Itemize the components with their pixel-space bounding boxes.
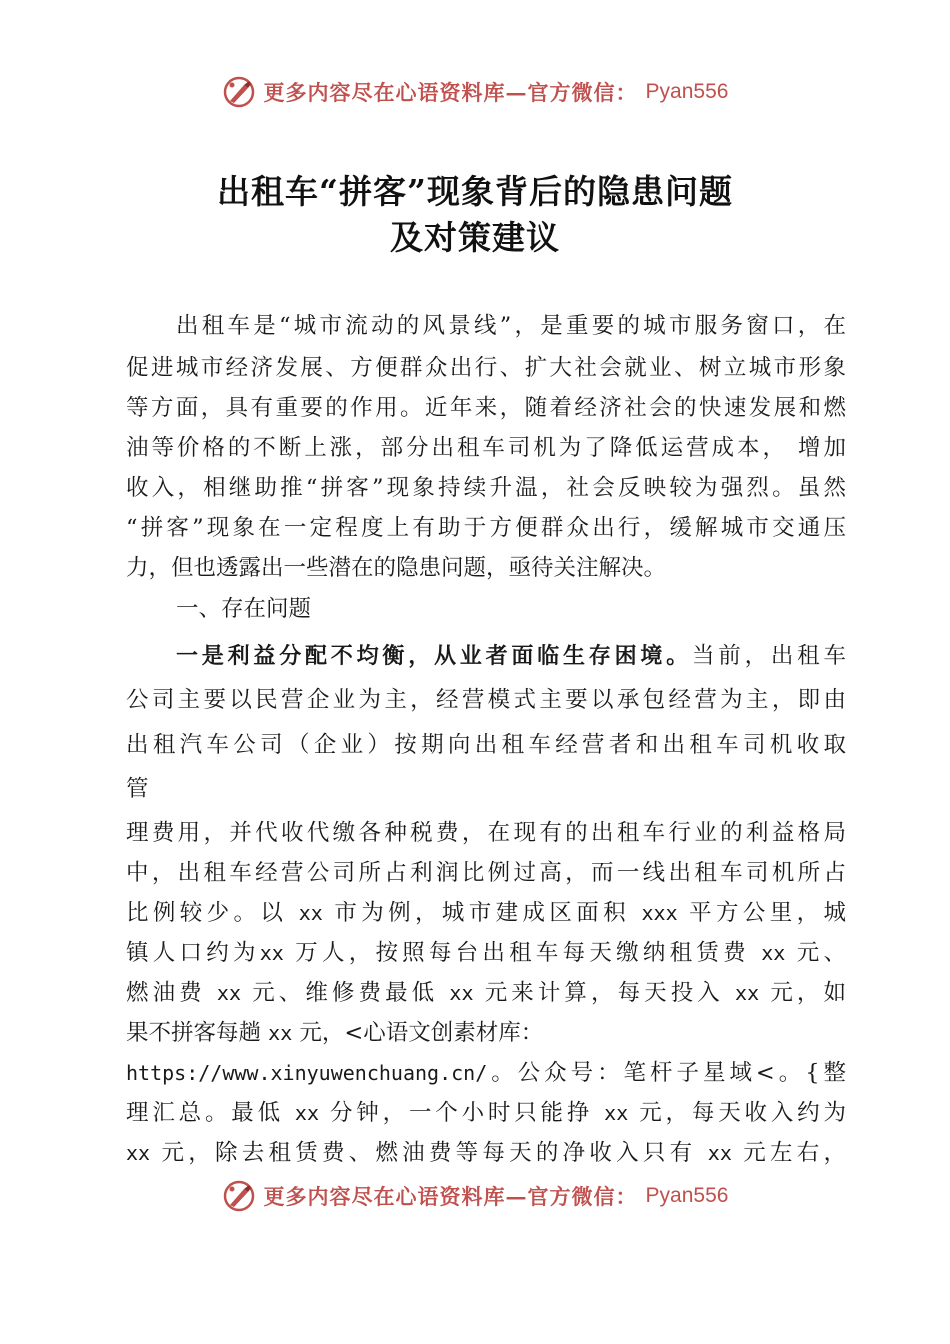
para3-line7: https://www.xinyuwenchuang.cn/。公众号：笔杆子星域<。{整 [126,1060,846,1086]
logo-icon [222,1179,256,1213]
section-heading: 一、存在问题 [176,596,312,622]
footer-banner [0,1176,950,1216]
header-banner-id: Pyan556 [645,80,729,103]
header-banner [0,72,950,112]
para1-line4: 油等价格的不断上涨，部分出租车司机为了降低运营成本， 增加 [126,435,846,461]
doc-title-line2: 及对策建议 [390,218,560,257]
header-banner-text: 更多内容尽在心语资料库—官方微信： [263,80,638,105]
para2-line1 [176,641,846,672]
para2-line3: 出租汽车公司（企业）按期向出租车经营者和出租车司机收取 [126,732,846,758]
para3-line4: 镇人口约为xx 万人，按照每台出租车每天缴纳租赁费 xx 元、 [126,940,846,966]
para2-line2: 公司主要以民营企业为主，经营模式主要以承包经营为主，即由 [126,687,846,713]
source-url: https://www.xinyuwenchuang.cn/ [126,1061,488,1085]
para2-bold-lead: 一是利益分配不均衡，从业者面临生存困境。 [176,644,692,669]
para3-line3: 比例较少。以 xx 市为例，城市建成区面积 xxx 平方公里，城 [126,900,847,926]
para1-line3: 等方面，具有重要的作用。近年来，随着经济社会的快速发展和燃 [126,395,846,421]
para3-line6: 果不拼客每趟 xx 元，<心语文创素材库： [126,1020,544,1046]
doc-title-line1: 出租车“拼客”现象背后的隐患问题 [217,172,733,211]
footer-banner-text: 更多内容尽在心语资料库—官方微信： [263,1184,638,1209]
para1-line1: 出租车是“城市流动的风景线”，是重要的城市服务窗口，在 [176,313,846,339]
para3-line5: 燃油费 xx 元、维修费最低 xx 元来计算，每天投入 xx 元，如 [126,980,846,1006]
para2-line1-rest: 当前，出租车 [691,643,846,669]
para3-line1: 理费用，并代收代缴各种税费，在现有的出租车行业的利益格局 [126,820,846,846]
para1-line6: “拼客”现象在一定程度上有助于方便群众出行，缓解城市交通压 [126,515,846,541]
para3-line9: xx 元，除去租赁费、燃油费等每天的净收入只有 xx 元左右， [126,1140,847,1166]
para1-line7: 力，但也透露出一些潜在的隐患问题，亟待关注解决。 [126,555,667,581]
para3-line2: 中，出租车经营公司所占利润比例过高，而一线出租车司机所占 [126,860,846,886]
footer-banner-id: Pyan556 [645,1184,729,1207]
para3-line8: 理汇总。最低 xx 分钟，一个小时只能挣 xx 元，每天收入约为 [126,1100,846,1126]
para1-line2: 促进城市经济发展、方便群众出行、扩大社会就业、树立城市形象 [126,355,846,381]
para1-line5: 收入，相继助推“拼客”现象持续升温，社会反映较为强烈。虽然 [126,475,846,501]
logo-icon [222,75,256,109]
para2-line4: 管 [126,776,149,802]
